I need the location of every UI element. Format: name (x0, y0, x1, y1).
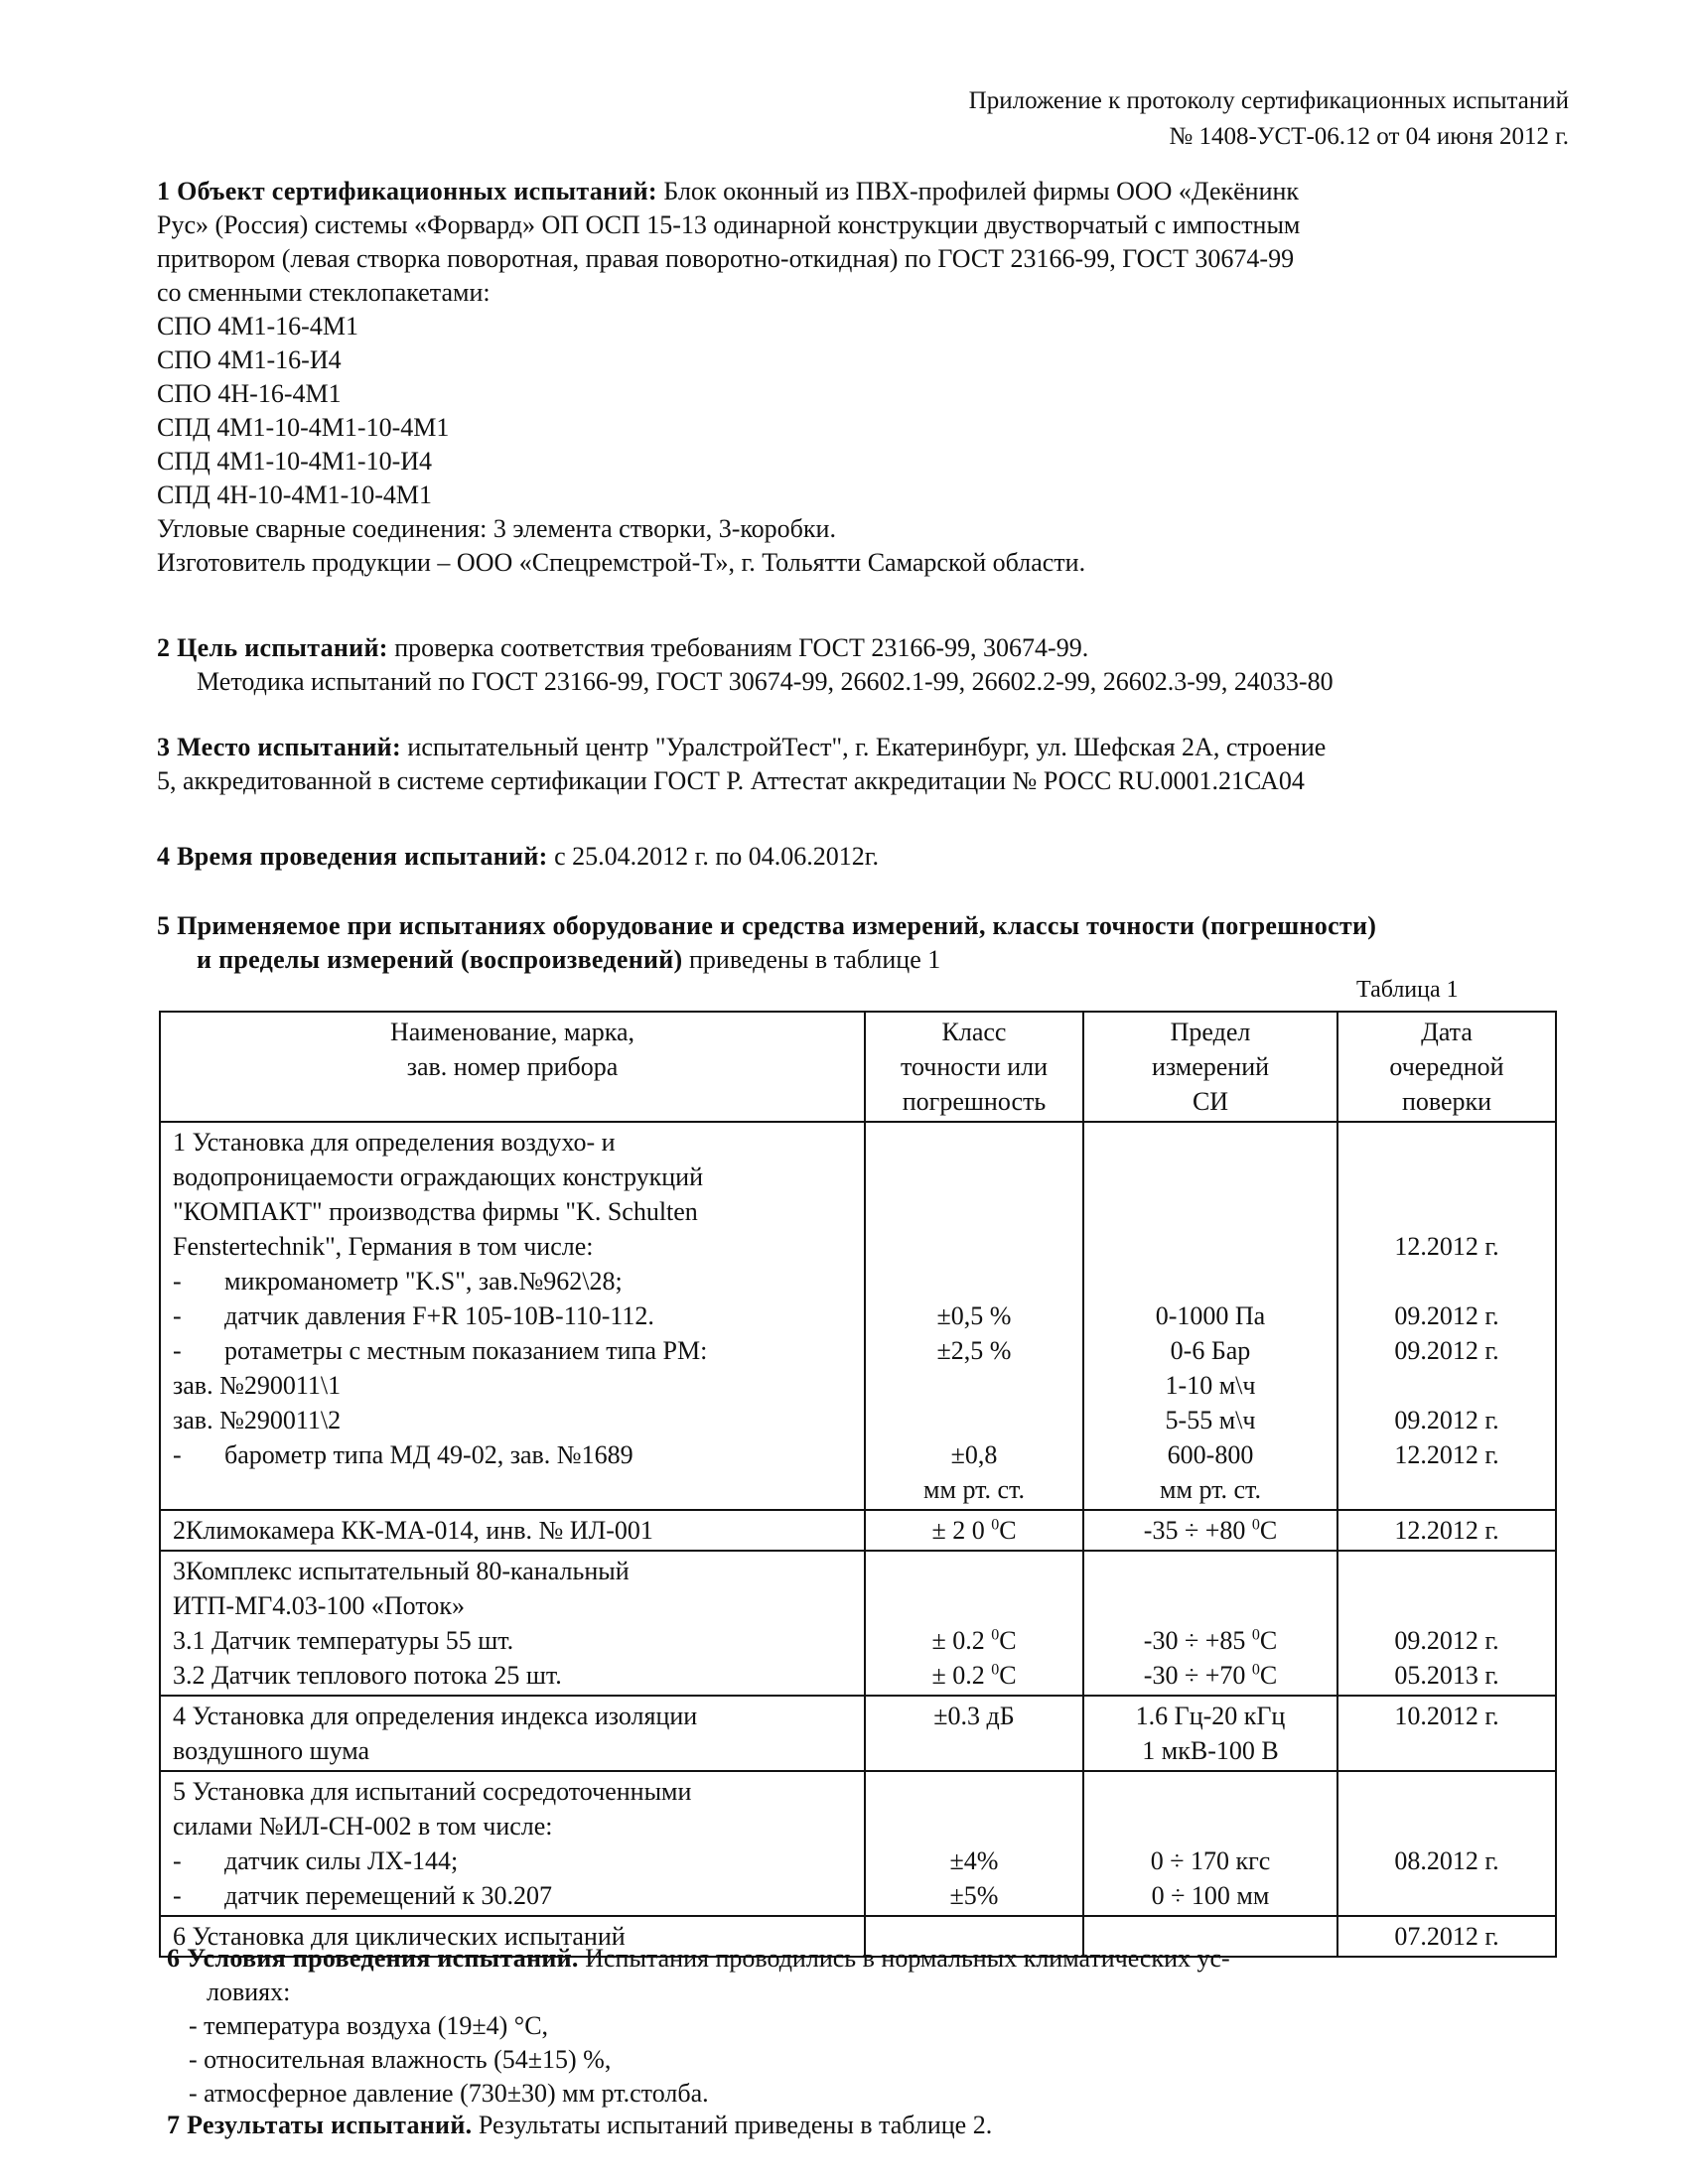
verification-date: 09.2012 г. (1394, 1301, 1499, 1330)
accuracy-class: ±5% (949, 1881, 999, 1910)
accuracy-class (870, 1554, 1078, 1588)
degree-sign: 0 (991, 1661, 1000, 1679)
verification-date (1342, 1160, 1551, 1194)
measurement-range (1088, 1160, 1333, 1194)
accuracy-class: ±4% (949, 1846, 999, 1875)
section-5-heading-rest: приведены в таблице 1 (682, 945, 941, 974)
accuracy-class-cell (865, 1122, 1083, 1510)
section-2-method: Методика испытаний по ГОСТ 23166-99, ГОСТ 30674-99, 26602.1-99, 26602.2-99, 26602.3-99, 24033-80 (197, 667, 1334, 696)
accuracy-class (870, 1125, 1078, 1160)
header-text: Класс (941, 1018, 1007, 1046)
verification-date: 12.2012 г. (1394, 1440, 1499, 1469)
glass-unit-item: СПО 4Н-16-4М1 (157, 379, 342, 408)
measurement-range: 1-10 м\ч (1165, 1371, 1256, 1400)
section-3-text: испытательный центр "УралстройТест", г. Екатеринбург, ул. Шефская 2А, строение (400, 733, 1327, 761)
measurement-range (1088, 1125, 1333, 1160)
section-1-heading: 1 Объект сертификационных испытаний: (157, 177, 657, 205)
equipment-name: 3Комплекс испытательный 80-канальный (173, 1557, 630, 1585)
equipment-name: водопроницаемости ограждающих конструкций (173, 1162, 704, 1191)
section-2-text: проверка соответствия требованиям ГОСТ 23166-99, 30674-99. (387, 633, 1089, 662)
list-dash: - (173, 1267, 182, 1296)
section-4 (157, 840, 1587, 874)
column-header-name (160, 1012, 865, 1122)
document-header (969, 83, 1569, 155)
list-dash: - (173, 1301, 182, 1330)
condition-item: - температура воздуха (19±4) °С, (189, 2011, 549, 2040)
list-dash: - (173, 1846, 182, 1875)
equipment-name: - ротаметры с местным показанием типа РМ: (173, 1333, 852, 1368)
section-5 (157, 909, 1587, 977)
measurement-range-cell (1083, 1510, 1337, 1551)
verification-date: 09.2012 г. (1394, 1406, 1499, 1434)
equipment-name: 6 Установка для циклических испытаний (173, 1922, 626, 1951)
header-text: Дата (1421, 1018, 1473, 1046)
measurement-range: 0 ÷ 170 кгс (1150, 1846, 1271, 1875)
table-row (160, 1771, 1556, 1916)
header-text: Наименование, марка, (389, 1018, 635, 1046)
section-6-text: Испытания проводились в нормальных климатических ус- (578, 1944, 1230, 1973)
section-1-intro: Блок оконный из ПВХ-профилей фирмы ООО «Декёнинк (656, 177, 1300, 205)
condition-item: - атмосферное давление (730±30) мм рт.столба. (189, 2079, 709, 2108)
measurement-range: 0 ÷ 100 мм (1151, 1881, 1270, 1910)
section-2-heading: 2 Цель испытаний: (157, 633, 388, 662)
section-3-line-2: 5, аккредитованной в системе сертификации ГОСТ Р. Аттестат аккредитации № РОСС RU.0001.21СА04 (157, 766, 1305, 795)
header-text: зав. номер прибора (406, 1052, 619, 1081)
section-4-heading: 4 Время проведения испытаний: (157, 842, 548, 871)
accuracy-class-cell (865, 1551, 1083, 1696)
table-row (160, 1510, 1556, 1551)
measurement-range-cell (1083, 1771, 1337, 1916)
equipment-name: 5 Установка для испытаний сосредоточенными (173, 1777, 692, 1806)
accuracy-class (870, 1229, 1078, 1264)
measurement-range (1088, 1554, 1333, 1588)
verification-date: 08.2012 г. (1394, 1846, 1499, 1875)
section-5-heading: 5 Применяемое при испытаниях оборудование и средства измерений, классы точности (погрешности) (157, 911, 1377, 940)
accuracy-class-cell (865, 1510, 1083, 1551)
measurement-range (1088, 1264, 1333, 1298)
measurement-range-cell (1083, 1696, 1337, 1771)
verification-date (1342, 1554, 1551, 1588)
accuracy-class: ±0,8 (950, 1440, 998, 1469)
table-header-row (160, 1012, 1556, 1122)
degree-sign: 0 (1251, 1626, 1260, 1644)
measurement-range (1088, 1229, 1333, 1264)
glass-unit-item: СПД 4М1-10-4М1-10-И4 (157, 447, 432, 476)
degree-sign: 0 (1251, 1516, 1260, 1534)
list-dash: - (173, 1881, 182, 1910)
equipment-name-cell (160, 1771, 865, 1916)
equipment-name: силами №ИЛ-СН-002 в том числе: (173, 1812, 553, 1841)
measurement-range: 5-55 м\ч (1165, 1406, 1256, 1434)
section-1-line: Угловые сварные соединения: 3 элемента створки, 3-коробки. (157, 514, 836, 543)
glass-unit-item: СПД 4Н-10-4М1-10-4М1 (157, 480, 432, 509)
header-line-2: № 1408-УСТ-06.12 от 04 июня 2012 г. (1169, 123, 1569, 150)
verification-date (1342, 1472, 1551, 1507)
verification-date (1342, 1368, 1551, 1403)
equipment-name: 2Климокамера КК-МА-014, инв. № ИЛ-001 (173, 1516, 653, 1545)
verification-date (1342, 1774, 1551, 1809)
accuracy-class: ±0.3 дБ (933, 1702, 1015, 1730)
verification-date: 09.2012 г. (1394, 1626, 1499, 1655)
equipment-name-cell (160, 1696, 865, 1771)
equipment-name: зав. №290011\1 (173, 1371, 342, 1400)
header-text: Предел (1170, 1018, 1251, 1046)
glass-unit-item: СПО 4М1-16-4М1 (157, 312, 358, 341)
column-header-range (1083, 1012, 1337, 1122)
section-3-heading: 3 Место испытаний: (157, 733, 401, 761)
accuracy-class: ± 0.2 $^0$С (931, 1626, 1017, 1655)
section-3 (157, 731, 1587, 798)
measurement-range (1088, 1194, 1333, 1229)
section-1-line: притвором (левая створка поворотная, правая поворотно-откидная) по ГОСТ 23166-99, ГОСТ 30674-99 (157, 244, 1295, 273)
measurement-range: -30 ÷ +70 $^0$С (1143, 1661, 1278, 1690)
equipment-name: - датчик силы ЛХ-144; (173, 1843, 852, 1878)
table-row (160, 1551, 1556, 1696)
equipment-name: Fenstertechnik", Германия в том числе: (173, 1232, 594, 1261)
measurement-range-cell (1083, 1122, 1337, 1510)
equipment-name-cell (160, 1510, 865, 1551)
accuracy-class (870, 1733, 1078, 1768)
equipment-name: ИТП-МГ4.03-100 «Поток» (173, 1591, 465, 1620)
verification-date (1342, 1878, 1551, 1913)
verification-date (1342, 1588, 1551, 1623)
equipment-name: 3.1 Датчик температуры 55 шт. (173, 1626, 514, 1655)
header-text: СИ (1192, 1087, 1229, 1116)
verification-date (1342, 1264, 1551, 1298)
measurement-range: 0-6 Бар (1170, 1336, 1251, 1365)
glass-unit-item: СПД 4М1-10-4М1-10-4М1 (157, 413, 450, 442)
measurement-range: 0-1000 Па (1155, 1301, 1266, 1330)
section-1-line: Изготовитель продукции – ООО «Спецремстрой-Т», г. Тольятти Самарской области. (157, 548, 1086, 577)
equipment-name: - датчик давления F+R 105-10В-110-112. (173, 1298, 852, 1333)
header-text: точности или (900, 1052, 1049, 1081)
verification-date (1342, 1809, 1551, 1843)
measurement-range: -35 ÷ +80 $^0$С (1143, 1516, 1278, 1545)
equipment-name: "КОМПАКТ" производства фирмы "K. Schulten (173, 1197, 698, 1226)
section-1 (157, 175, 1587, 580)
measurement-range: 1 мкВ-100 В (1142, 1736, 1279, 1765)
section-7 (167, 2109, 1597, 2142)
degree-sign: 0 (991, 1626, 1000, 1644)
accuracy-class: мм рт. ст. (923, 1475, 1025, 1504)
verification-date: 09.2012 г. (1394, 1336, 1499, 1365)
section-5-heading-cont: и пределы измерений (воспроизведений) (197, 945, 683, 974)
measurement-range-cell (1083, 1551, 1337, 1696)
equipment-name-cell (160, 1122, 865, 1510)
header-text: поверки (1401, 1087, 1492, 1116)
verification-date: 12.2012 г. (1394, 1232, 1499, 1261)
verification-date: 10.2012 г. (1394, 1702, 1499, 1730)
equipment-name-cell (160, 1551, 865, 1696)
section-1-line: Рус» (Россия) системы «Форвард» ОП ОСП 15-13 одинарной конструкции двустворчатый с импостным (157, 210, 1301, 239)
section-6 (167, 1942, 1597, 2111)
accuracy-class: ± 2 0 $^0$С (931, 1516, 1017, 1545)
header-text: очередной (1389, 1052, 1504, 1081)
glass-unit-item: СПО 4М1-16-И4 (157, 345, 342, 374)
verification-date: 07.2012 г. (1394, 1922, 1499, 1951)
section-4-text: с 25.04.2012 г. по 04.06.2012г. (547, 842, 879, 871)
table-body (160, 1122, 1556, 1957)
measurement-range (1088, 1809, 1333, 1843)
list-dash: - (173, 1336, 182, 1365)
accuracy-class (870, 1809, 1078, 1843)
measurement-range: -30 ÷ +85 $^0$С (1143, 1626, 1278, 1655)
section-6-line: ловиях: (207, 1978, 291, 2006)
equipment-name: 4 Установка для определения индекса изоляции (173, 1702, 698, 1730)
verification-date-cell (1337, 1551, 1556, 1696)
accuracy-class (870, 1160, 1078, 1194)
equipment-name: - барометр типа МД 49-02, зав. №1689 (173, 1437, 852, 1472)
equipment-name: 3.2 Датчик теплового потока 25 шт. (173, 1661, 562, 1690)
verification-date (1342, 1733, 1551, 1768)
accuracy-class: ±0,5 % (936, 1301, 1012, 1330)
section-1-line: со сменными стеклопакетами: (157, 278, 491, 307)
section-2 (157, 631, 1587, 699)
measurement-range (1088, 1774, 1333, 1809)
verification-date (1342, 1125, 1551, 1160)
measurement-range (1088, 1588, 1333, 1623)
accuracy-class (870, 1368, 1078, 1403)
accuracy-class (870, 1403, 1078, 1437)
accuracy-class: ±2,5 % (936, 1336, 1012, 1365)
column-header-date (1337, 1012, 1556, 1122)
header-line-1: Приложение к протоколу сертификационных испытаний (968, 87, 1569, 114)
equipment-name: - датчик перемещений к 30.207 (173, 1878, 852, 1913)
header-text: погрешность (902, 1087, 1047, 1116)
table-row (160, 1696, 1556, 1771)
verification-date: 12.2012 г. (1394, 1516, 1499, 1545)
accuracy-class (870, 1588, 1078, 1623)
degree-sign: 0 (991, 1516, 1000, 1534)
measurement-range: мм рт. ст. (1160, 1475, 1261, 1504)
accuracy-class-cell (865, 1696, 1083, 1771)
condition-item: - относительная влажность (54±15) %, (189, 2045, 612, 2074)
section-7-heading: 7 Результаты испытаний. (167, 2111, 473, 2139)
section-6-heading: 6 Условия проведения испытаний. (167, 1944, 579, 1973)
table-row (160, 1122, 1556, 1510)
accuracy-class (870, 1264, 1078, 1298)
equipment-name: зав. №290011\2 (173, 1406, 342, 1434)
verification-date-cell (1337, 1696, 1556, 1771)
section-7-text: Результаты испытаний приведены в таблице 2. (472, 2111, 993, 2139)
verification-date: 05.2013 г. (1394, 1661, 1499, 1690)
equipment-name: 1 Установка для определения воздухо- и (173, 1128, 616, 1157)
accuracy-class (870, 1194, 1078, 1229)
list-dash: - (173, 1440, 182, 1469)
accuracy-class: ± 0.2 $^0$С (931, 1661, 1017, 1690)
verification-date-cell (1337, 1771, 1556, 1916)
equipment-name: - микроманометр "K.S", зав.№962\28; (173, 1264, 852, 1298)
equipment-table (159, 1011, 1557, 1958)
table-1-caption: Таблица 1 (1356, 977, 1459, 1003)
degree-sign: 0 (1251, 1661, 1260, 1679)
verification-date-cell (1337, 1510, 1556, 1551)
verification-date-cell (1337, 1122, 1556, 1510)
verification-date (1342, 1194, 1551, 1229)
measurement-range: 600-800 (1167, 1440, 1254, 1469)
column-header-accuracy (865, 1012, 1083, 1122)
accuracy-class (870, 1774, 1078, 1809)
equipment-name (173, 1472, 852, 1507)
measurement-range: 1.6 Гц-20 кГц (1135, 1702, 1286, 1730)
accuracy-class-cell (865, 1771, 1083, 1916)
equipment-name: воздушного шума (173, 1736, 370, 1765)
header-text: измерений (1151, 1052, 1270, 1081)
